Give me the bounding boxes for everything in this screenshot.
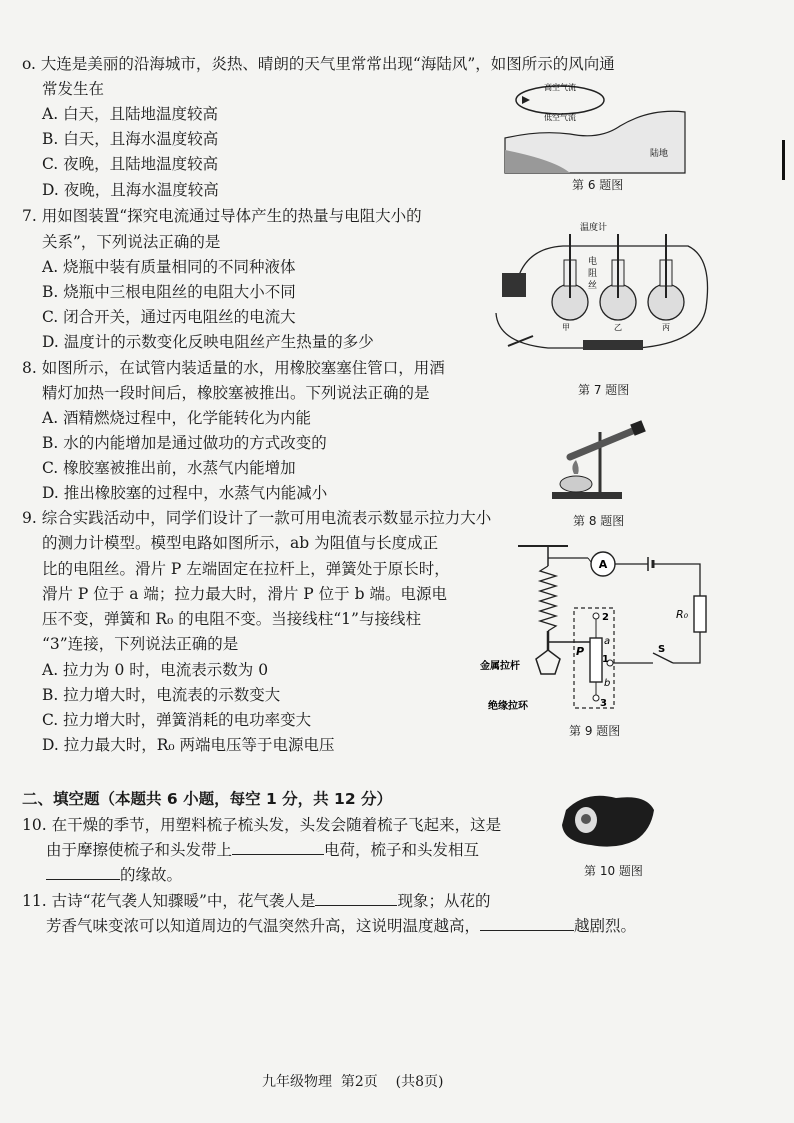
q10-line2 xyxy=(46,840,479,860)
q10-line3-text: 的缘故。 xyxy=(120,866,183,884)
q6-stem-line1: o. 大连是美丽的沿海城市，炎热、晴朗的天气里常常出现“海陆风”，如图所示的风向通 xyxy=(22,55,615,73)
q6-sea-land-wind-figure xyxy=(500,78,690,178)
q11-line2 xyxy=(46,916,636,936)
q9-line6: “3”连接，下列说法正确的是 xyxy=(42,635,239,653)
q10-line2-text-a: 由于摩擦使梳子和头发带上 xyxy=(46,841,233,859)
q11-blank-1[interactable] xyxy=(315,891,397,906)
q11-line1-text-a: 11. 古诗“花气袭人知骤暖”中，花气袭人是 xyxy=(22,892,316,910)
q7-flasks xyxy=(552,234,684,320)
q9-option-b: B. 拉力增大时，电流表的示数变大 xyxy=(42,686,281,704)
q6-arrow-icon xyxy=(522,96,530,104)
q9-force-meter-circuit xyxy=(478,538,718,718)
q10-line3 xyxy=(46,865,182,885)
q11-blank-2[interactable] xyxy=(480,916,574,931)
q8-flame-icon xyxy=(572,460,578,474)
q11-line1 xyxy=(22,891,490,911)
q7-wire-char3: 丝 xyxy=(588,281,598,291)
q7-caption: 第 7 题图 xyxy=(578,383,630,397)
q9-terminal-2: 2 xyxy=(602,612,609,623)
q8-option-a: A. 酒精燃烧过程中，化学能转化为内能 xyxy=(42,409,312,427)
q9-terminal-1: 1 xyxy=(602,654,609,665)
q7-option-b: B. 烧瓶中三根电阻丝的电阻大小不同 xyxy=(42,283,296,301)
section2-title: 二、填空题（本题共 6 小题，每空 1 分，共 12 分） xyxy=(22,790,393,808)
q7-label-bing: 丙 xyxy=(662,323,670,332)
q9-caption: 第 9 题图 xyxy=(569,724,621,738)
q9-line1: 9. 综合实践活动中，同学们设计了一款可用电流表示数显示拉力大小 xyxy=(22,509,492,527)
q7-heating-circuit-figure xyxy=(488,218,718,373)
q9-terminal-3: 3 xyxy=(600,698,607,709)
q6-option-a: A. 白天，且陆地温度较高 xyxy=(42,105,219,123)
q7-option-a: A. 烧瓶中装有质量相同的不同种液体 xyxy=(42,258,296,276)
q9-label-switch: S xyxy=(658,644,666,655)
q9-label-b: b xyxy=(604,678,611,689)
q8-stem-line1: 8. 如图所示，在试管内装适量的水，用橡胶塞塞住管口，用酒 xyxy=(22,359,445,377)
q9-line3: 比的电阻丝。滑片 P 左端固定在拉杆上，弹簧处于原长时， xyxy=(42,560,450,578)
q10-comb-hair-photo xyxy=(556,790,656,850)
q7-option-d: D. 温度计的示数变化反映电阻丝产生热量的多少 xyxy=(42,333,374,351)
q10-caption: 第 10 题图 xyxy=(584,864,643,878)
q7-wire-char2: 阻 xyxy=(588,269,598,279)
q6-label-high: 高空气流 xyxy=(544,83,576,92)
q6-option-b: B. 白天，且海水温度较高 xyxy=(42,130,219,148)
q7-battery xyxy=(502,273,526,297)
q9-label-a: a xyxy=(604,636,611,647)
q11-line1-text-b: 现象；从花的 xyxy=(397,892,491,910)
q9-insulated-ring xyxy=(536,650,560,674)
q10-line1: 10. 在干燥的季节，用塑料梳子梳头发，头发会随着梳子飞起来，这是 xyxy=(22,816,502,834)
q7-rheostat xyxy=(583,340,643,350)
q6-label-land: 陆地 xyxy=(650,149,669,159)
q9-option-c: C. 拉力增大时，弹簧消耗的电功率变大 xyxy=(42,711,312,729)
q9-spring xyxy=(540,566,556,631)
q9-line5: 压不变，弹簧和 R₀ 的电阻不变。当接线柱“1”与接线柱 xyxy=(42,610,421,628)
q7-label-jia: 甲 xyxy=(562,323,570,332)
q7-wire-char1: 电 xyxy=(588,257,598,267)
q8-alcohol-lamp xyxy=(560,476,592,492)
q9-label-rod: 金属拉杆 xyxy=(480,661,520,672)
q9-line2: 的测力计模型。模型电路如图所示，ab 为阻值与长度成正 xyxy=(42,534,439,552)
q9-label-r0: R₀ xyxy=(676,608,689,621)
q6-option-c: C. 夜晚，且陆地温度较高 xyxy=(42,155,219,173)
q10-blank-2[interactable] xyxy=(46,865,120,880)
q9-label-ring: 绝缘拉环 xyxy=(488,701,528,712)
margin-bar xyxy=(782,140,785,180)
q8-option-b: B. 水的内能增加是通过做功的方式改变的 xyxy=(42,434,327,452)
q10-line2-text-b: 电荷，梳子和头发相互 xyxy=(324,841,480,859)
q8-test-tube xyxy=(570,430,635,457)
q6-label-low: 低空气流 xyxy=(544,113,576,122)
q7-stem-line1: 7. 用如图装置“探究电流通过导体产生的热量与电阻大小的 xyxy=(22,207,422,225)
q9-label-p: P xyxy=(576,645,585,658)
q7-label-yi: 乙 xyxy=(614,323,622,332)
q8-option-d: D. 推出橡胶塞的过程中，水蒸气内能减小 xyxy=(42,484,328,502)
q11-line2-text-b: 越剧烈。 xyxy=(574,917,637,935)
q9-option-a: A. 拉力为 0 时，电流表示数为 0 xyxy=(42,661,269,679)
q8-option-c: C. 橡胶塞被推出前，水蒸气内能增加 xyxy=(42,459,296,477)
page-footer: 九年级物理 第2页 (共8页) xyxy=(262,1074,444,1090)
q7-stem-line2: 关系”，下列说法正确的是 xyxy=(42,233,221,251)
q6-option-d: D. 夜晚，且海水温度较高 xyxy=(42,181,219,199)
q6-stem-line2: 常发生在 xyxy=(42,80,105,98)
q8-test-tube-figure xyxy=(540,412,660,502)
q6-caption: 第 6 题图 xyxy=(572,178,624,192)
q9-r0-resistor xyxy=(694,596,706,632)
q9-label-ammeter: A xyxy=(598,558,608,571)
q9-resistance-wire xyxy=(590,638,602,682)
q9-option-d: D. 拉力最大时，R₀ 两端电压等于电源电压 xyxy=(42,736,335,754)
q11-line2-text-a: 芳香气味变浓可以知道周边的气温突然升高，这说明温度越高， xyxy=(46,917,481,935)
q8-stand-base xyxy=(552,492,622,499)
q9-line4: 滑片 P 位于 a 端；拉力最大时，滑片 P 位于 b 端。电源电 xyxy=(42,585,447,603)
q10-blank-1[interactable] xyxy=(232,840,324,855)
q8-caption: 第 8 题图 xyxy=(573,514,625,528)
q8-stem-line2: 精灯加热一段时间后，橡胶塞被推出。下列说法正确的是 xyxy=(42,384,430,402)
q7-option-c: C. 闭合开关，通过丙电阻丝的电流大 xyxy=(42,308,296,326)
q7-label-thermometer: 温度计 xyxy=(580,223,608,233)
